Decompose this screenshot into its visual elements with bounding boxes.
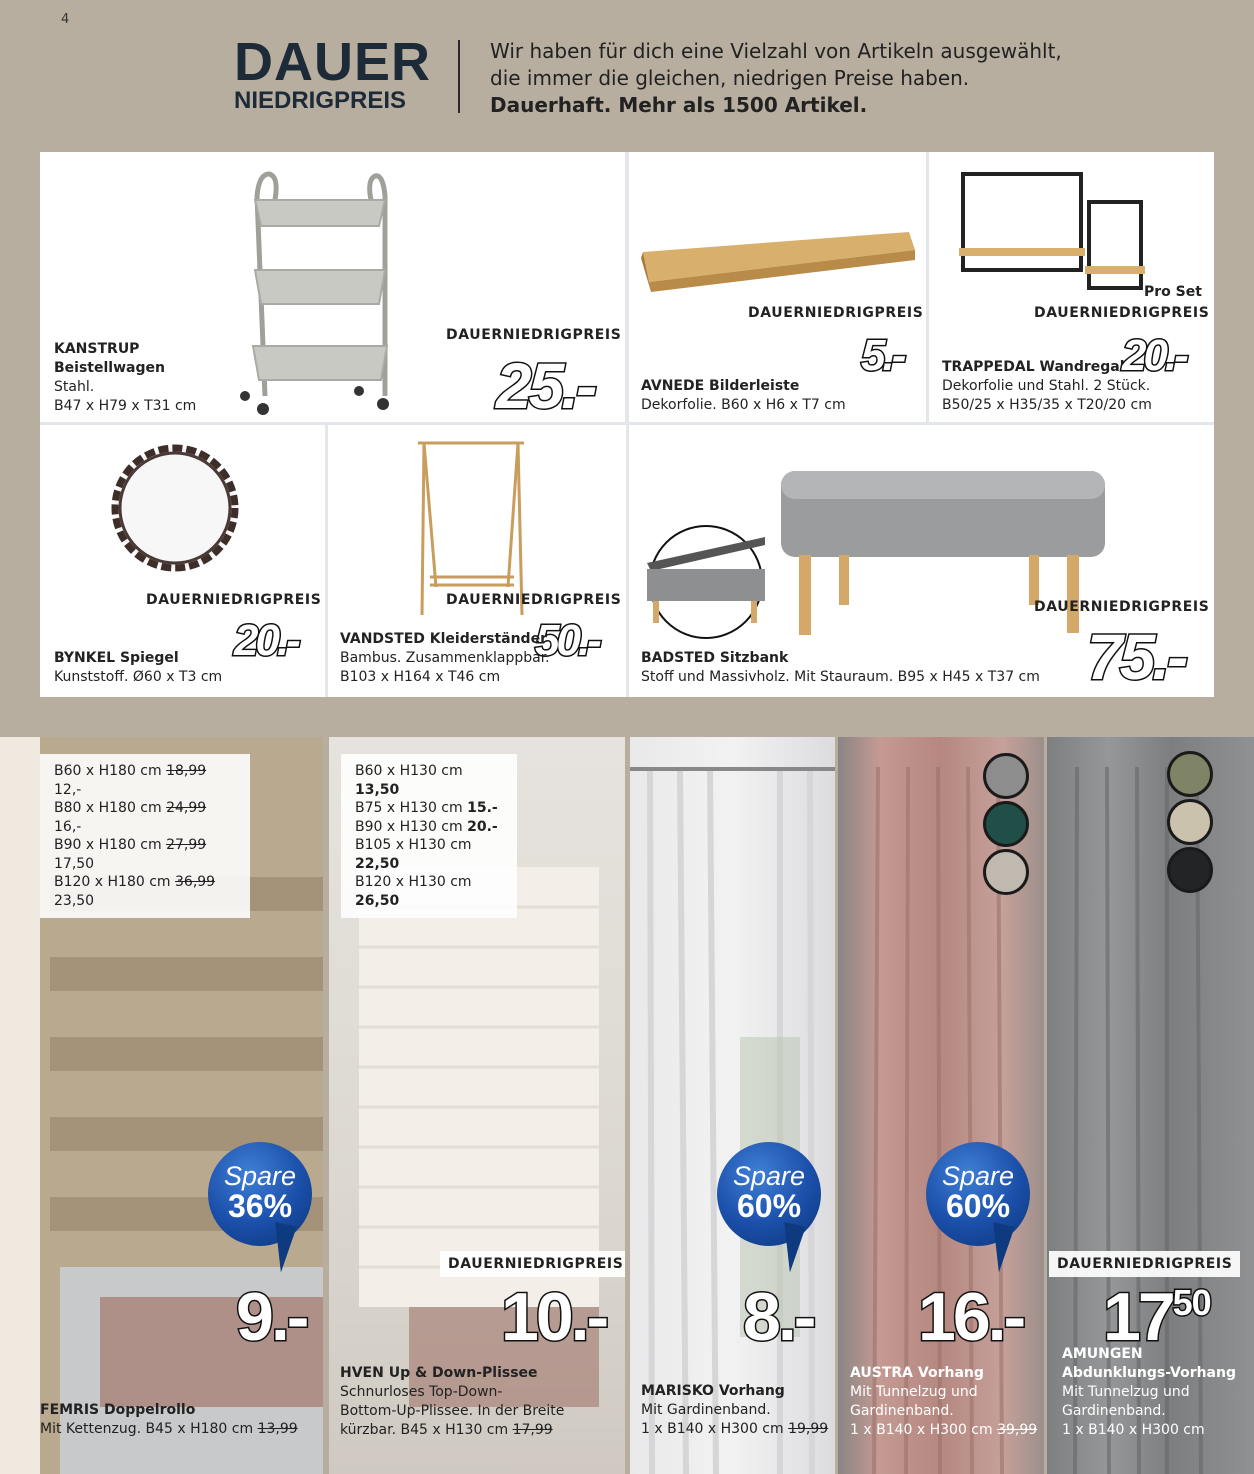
product-dimensions: B47 x H79 x T31 cm (54, 398, 197, 414)
price: 20.- (234, 616, 298, 665)
product-desc: Mit Gardinenband. (641, 1402, 771, 1418)
product-name: FEMRIS Doppelrollo (40, 1402, 196, 1418)
product-desc-2: Gardinenband. (850, 1403, 954, 1419)
product-card-kanstrup[interactable] (40, 152, 625, 422)
spare-percent: 60% (945, 1188, 1011, 1224)
product-card-vandsted[interactable] (328, 425, 626, 697)
product-name: MARISKO Vorhang (641, 1383, 785, 1399)
size-row: B120 x H130 cm 26,50 (355, 874, 472, 909)
product-desc-2: Gardinenband. (1062, 1403, 1166, 1419)
price: 5.- (861, 331, 904, 380)
size-row: B60 x H180 cm 18,99 12,- (54, 763, 207, 798)
size-row: B60 x H130 cm 13,50 (355, 763, 463, 798)
dauerniedrigpreis-badge: DAUERNIEDRIGPREIS (748, 305, 924, 321)
size-row: B90 x H130 cm 20.- (355, 818, 498, 835)
intro-line2: die immer die gleichen, niedrigen Preise haben. (490, 66, 970, 90)
product-name: TRAPPEDAL Wandregal (942, 359, 1125, 375)
product-dimensions: B50/25 x H35/35 x T20/20 cm (942, 397, 1152, 413)
product-desc: Stahl. (54, 379, 95, 395)
picture-ledge-image (639, 222, 919, 297)
price: 75.- (1087, 621, 1186, 693)
size-row: B105 x H130 cm 22,50 (355, 837, 472, 872)
header-divider (458, 40, 460, 113)
product-card-bynkel[interactable] (40, 425, 325, 697)
spare-label: Spare (223, 1161, 297, 1191)
curtain-card-austra[interactable] (838, 737, 1044, 1474)
product-desc: Mit Tunnelzug und (850, 1384, 978, 1400)
dauer-niedrigpreis-logo (234, 32, 432, 114)
page-number: 4 (61, 12, 70, 27)
price: 9.- (236, 1279, 307, 1355)
product-type: Abdunklungs-Vorhang (1062, 1365, 1236, 1381)
curtain-card-femris[interactable] (0, 737, 323, 1474)
spare-label: Spare (732, 1161, 806, 1191)
product-card-badsted[interactable] (629, 425, 1214, 697)
price: 20.- (1122, 331, 1186, 380)
product-name: HVEN Up & Down-Plissee (340, 1365, 538, 1381)
color-swatch-olive[interactable] (1167, 751, 1213, 797)
product-desc: Mit Tunnelzug und (1062, 1384, 1190, 1400)
product-card-trappedal[interactable] (929, 152, 1214, 422)
spare-percent: 36% (227, 1188, 293, 1224)
size-row: B75 x H130 cm 15.- (355, 800, 498, 816)
trolley-image (235, 166, 405, 416)
clothes-rack-image (416, 437, 528, 617)
intro-line1: Wir haben für dich eine Vielzahl von Artikeln ausgewählt, (490, 39, 1062, 63)
dauerniedrigpreis-badge: DAUERNIEDRIGPREIS (446, 592, 622, 608)
product-name: AUSTRA Vorhang (850, 1365, 984, 1381)
dauerniedrigpreis-badge: DAUERNIEDRIGPREIS (1034, 599, 1210, 615)
product-desc-3: kürzbar. B45 x H130 cm 17,99 (340, 1422, 553, 1438)
price (1103, 1279, 1211, 1355)
curtains-section (0, 737, 1254, 1474)
color-swatch-sand[interactable] (1167, 799, 1213, 845)
spare-percent: 60% (736, 1188, 802, 1224)
dauerniedrigpreis-badge: DAUERNIEDRIGPREIS (146, 592, 322, 608)
price: 10.- (501, 1279, 607, 1355)
product-desc: Schnurloses Top-Down- (340, 1384, 503, 1400)
color-swatch-green[interactable] (983, 801, 1029, 847)
price: 8.- (743, 1279, 814, 1355)
mirror-image (108, 441, 242, 575)
size-price-list (341, 754, 517, 918)
price: 25.- (496, 350, 595, 422)
open-bench-detail-image (641, 523, 771, 641)
product-name: BYNKEL Spiegel (54, 650, 179, 666)
product-desc: Dekorfolie. B60 x H6 x T7 cm (641, 397, 846, 413)
product-dimensions: B103 x H164 x T46 cm (340, 669, 501, 685)
product-name: AVNEDE Bilderleiste (641, 378, 800, 394)
product-desc: Mit Kettenzug. B45 x H180 cm 13,99 (40, 1421, 298, 1437)
product-desc: Dekorfolie und Stahl. 2 Stück. (942, 378, 1151, 394)
dauerniedrigpreis-badge: DAUERNIEDRIGPREIS (440, 1251, 625, 1277)
spare-badge (208, 1142, 312, 1246)
curtain-card-hven[interactable] (329, 737, 625, 1474)
product-desc: Kunststoff. Ø60 x T3 cm (54, 669, 223, 685)
dauerniedrigpreis-badge: DAUERNIEDRIGPREIS (1034, 305, 1210, 321)
product-name: BADSTED Sitzbank (641, 650, 789, 666)
logo-line1: DAUER (234, 32, 432, 92)
size-price-list (40, 754, 250, 918)
size-row: B90 x H180 cm 27,99 17,50 (54, 837, 207, 872)
wall-shelf-image (955, 168, 1165, 298)
size-row: B120 x H180 cm 36,99 23,50 (54, 874, 216, 909)
spare-label: Spare (941, 1161, 1015, 1191)
product-desc-2: 1 x B140 x H300 cm 19,99 (641, 1421, 829, 1437)
product-type: Beistellwagen (54, 360, 165, 376)
price-main: 17 (1103, 1279, 1173, 1355)
product-desc-3: 1 x B140 x H300 cm 39,99 (850, 1422, 1038, 1438)
spare-badge (717, 1142, 821, 1246)
intro-text (490, 38, 1062, 119)
logo-line2: NIEDRIGPREIS (234, 87, 407, 114)
intro-line3: Dauerhaft. Mehr als 1500 Artikel. (490, 93, 868, 117)
curtain-card-amungen[interactable] (1047, 737, 1254, 1474)
price: 16.- (918, 1279, 1024, 1355)
product-name: VANDSTED Kleiderständer (340, 631, 547, 647)
sheer-curtain-image (630, 737, 835, 1474)
product-grid (40, 152, 1214, 697)
product-desc: Bambus. Zusammenklappbar. (340, 650, 550, 666)
price: 50.- (535, 616, 599, 665)
size-row: B80 x H180 cm 24,99 16,- (54, 800, 207, 835)
product-desc-3: 1 x B140 x H300 cm (1062, 1422, 1205, 1438)
dauerniedrigpreis-badge: DAUERNIEDRIGPREIS (1049, 1251, 1240, 1277)
pro-set-label: Pro Set (1144, 284, 1202, 300)
color-swatch-beige[interactable] (983, 849, 1029, 895)
product-name: AMUNGEN (1062, 1346, 1143, 1362)
curtain-card-marisko[interactable] (630, 737, 835, 1474)
product-desc: Stoff und Massivholz. Mit Stauraum. B95 x H45 x T37 cm (641, 669, 1040, 685)
color-swatch-grey[interactable] (983, 753, 1029, 799)
product-name: KANSTRUP (54, 341, 140, 357)
spare-badge (926, 1142, 1030, 1246)
product-desc-2: Bottom-Up-Plissee. In der Breite (340, 1403, 565, 1419)
product-card-avnede[interactable] (629, 152, 926, 422)
color-swatch-black[interactable] (1167, 847, 1213, 893)
price-cents: 50 (1172, 1282, 1211, 1323)
dauerniedrigpreis-badge: DAUERNIEDRIGPREIS (446, 327, 622, 343)
